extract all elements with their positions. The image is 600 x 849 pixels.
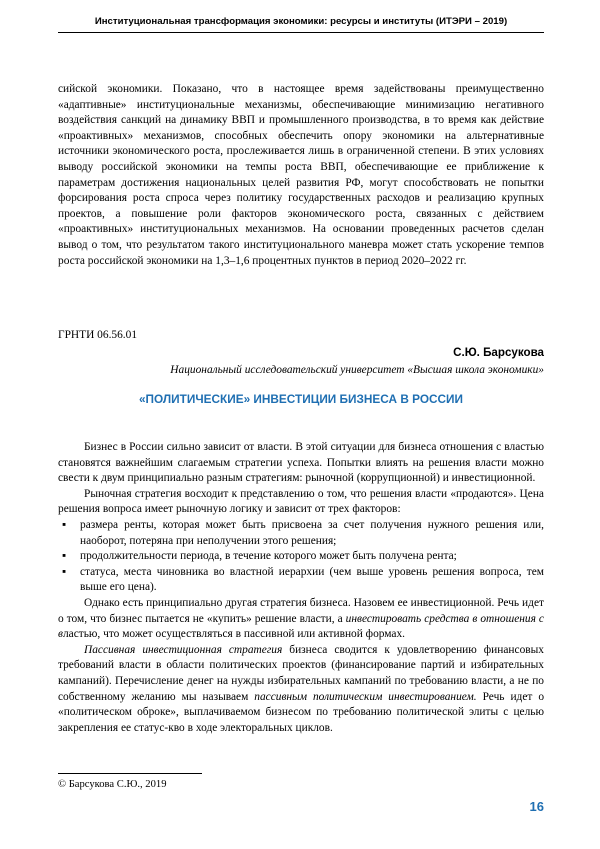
factor-list bbox=[58, 518, 544, 596]
paragraph-1: Бизнес в России сильно зависит от власти. В этой ситуации для бизнеса отношения с властью становятся важнейшим слагаемым стратегии успеха. Попытки влиять на решения власти можно свести к двум принципиально разным стратегиям: рыночной (коррупционной) и инвестиционной. bbox=[58, 441, 544, 485]
author-name: С.Ю. Барсукова bbox=[453, 346, 544, 359]
emphasis-text: Пассивная инвестиционная стратегия bbox=[84, 643, 283, 656]
paragraph-4: Пассивная инвестиционная стратегия бизнеса сводится к удовлетворению финансовых требований власти в области политических проектов (финансирование партий и избирательных кампаний). Перечисление денег на нужды избирательных кампаний по требованию власти, а не по собственному желанию мы называем пассивным политическим инвестированием. Речь идет о «политическом оброке», выплачиваемом бизнесом по требованию политической элиты с целью закрепления ее статус-кво в ходе электоральных циклов. bbox=[58, 643, 545, 734]
article-body bbox=[58, 440, 544, 736]
emphasis-text: пассивным политическим инвестированием. bbox=[254, 690, 477, 703]
paragraph-3: Однако есть принципиально другая стратегия бизнеса. Назовем ее инвестиционной. Речь идет о том, что бизнес пытается не «купить» решение власти, а инвестировать средства в отношения с властью, что может осуществляться в пассивной или активной формах. bbox=[58, 596, 544, 641]
footnote-rule bbox=[58, 773, 202, 774]
bullet-marker: ▪ bbox=[62, 550, 67, 563]
list-item: ▪ размера ренты, которая может быть присвоена за счет получения нужного решения или, наоборот, потеряна при неполучении этого решения; bbox=[62, 518, 544, 547]
list-item: ▪ продолжительности периода, в течение которого может быть получена рента; bbox=[58, 549, 544, 565]
list-item: ▪ статуса, места чиновника во властной иерархии (чем выше уровень решения вопроса, тем выше его цена). bbox=[62, 565, 544, 594]
author-affiliation: Национальный исследовательский университет «Высшая школа экономики» bbox=[170, 364, 544, 376]
page-number: 16 bbox=[529, 799, 544, 814]
previous-article-paragraph: сийской экономики. Показано, что в настоящее время задействованы преимущественно «адаптивные» институциональные механизмы, обеспечивающие минимизацию негативного воздействия санкций на динамику ВВП и промышленного производства, в то время как действие «проактивных» механизмов, способных обеспечить опору экономики на альтернативные источники экономического роста, прослеживается лишь в ограниченной степени. В этих условиях выводу российской экономики на темпы роста ВВП, обеспечивающие ее приближение к параметрам достижения национальных целей развития РФ, могут способствовать не попытки форсирования роста спроса через политику государственных расходов и реализацию крупных проектов, а повышение роли факторов экономического роста, связанных с действием «проактивных» институциональных механизмов. На основании проведенных расчетов сделан вывод о том, что результатом такого институционального маневра может стать ускорение темпов роста российской экономики на 1,3–1,6 процентных пунктов в период 2020–2022 гг. bbox=[58, 83, 544, 267]
header-rule bbox=[58, 32, 544, 33]
emphasis-text: инвестировать средства в отношения с в bbox=[58, 612, 544, 641]
article-title: «ПОЛИТИЧЕСКИЕ» ИНВЕСТИЦИИ БИЗНЕСА В РОССИИ bbox=[138, 392, 464, 406]
bullet-marker: ▪ bbox=[62, 518, 67, 531]
running-header: Институциональная трансформация экономики: ресурсы и институты (ИТЭРИ – 2019) bbox=[94, 16, 508, 27]
bullet-marker: ▪ bbox=[62, 565, 67, 578]
footnote: © Барсукова С.Ю., 2019 bbox=[58, 779, 167, 790]
grnti-code: ГРНТИ 06.56.01 bbox=[58, 329, 138, 341]
previous-article-text bbox=[58, 82, 544, 269]
paragraph-2: Рыночная стратегия восходит к представлению о том, что решения власти «продаются». Цена решения вопроса имеет рыночную логику и зависит от трех факторов: bbox=[58, 487, 544, 516]
